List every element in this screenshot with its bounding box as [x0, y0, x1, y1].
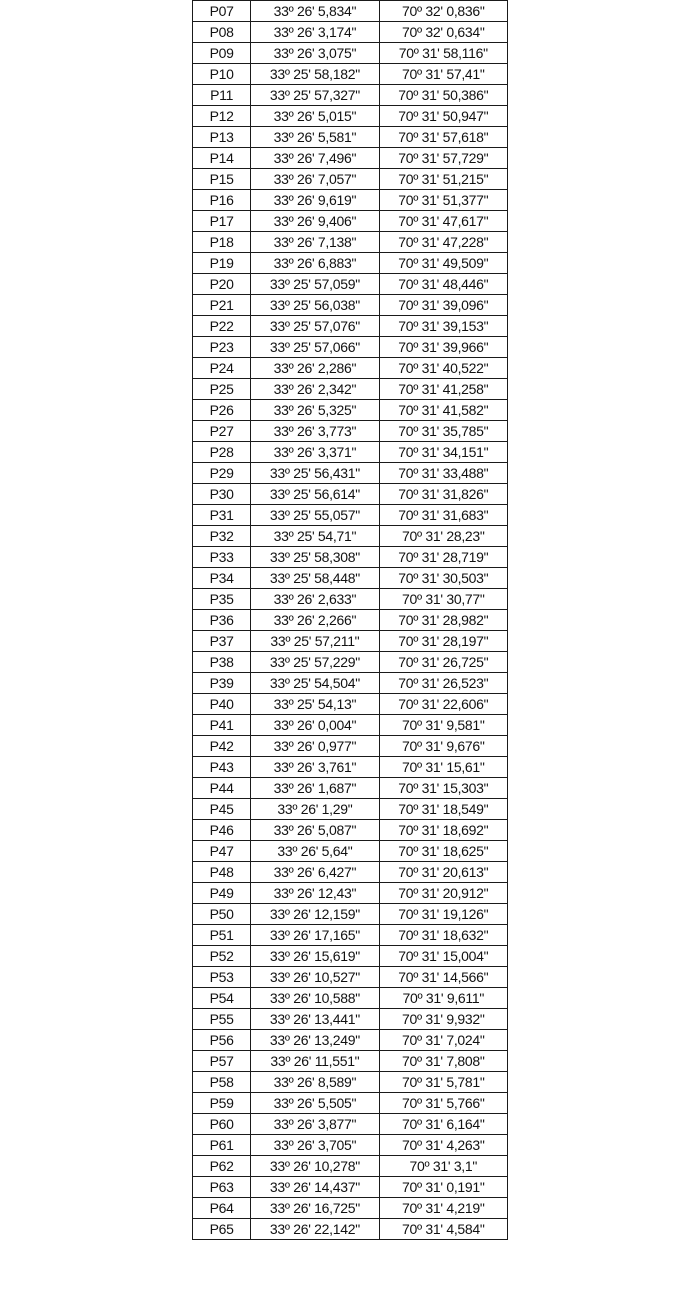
table-row — [193, 610, 508, 631]
table-row — [193, 64, 508, 85]
table-row — [193, 589, 508, 610]
longitude-cell: 70º 31' 19,126" — [379, 904, 507, 925]
latitude-cell: 33º 26' 5,581" — [251, 127, 379, 148]
longitude-cell: 70º 31' 9,676" — [379, 736, 507, 757]
latitude-cell: 33º 26' 1,687" — [251, 778, 379, 799]
latitude-cell: 33º 26' 12,159" — [251, 904, 379, 925]
table-row — [193, 274, 508, 295]
longitude-cell: 70º 31' 58,116" — [379, 43, 507, 64]
latitude-cell: 33º 26' 5,64" — [251, 841, 379, 862]
longitude-cell: 70º 31' 7,808" — [379, 1051, 507, 1072]
point-id-cell: P35 — [193, 589, 251, 610]
point-id-cell: P25 — [193, 379, 251, 400]
point-id-cell: P18 — [193, 232, 251, 253]
table-row — [193, 43, 508, 64]
coordinates-table — [192, 0, 508, 1240]
longitude-cell: 70º 31' 41,258" — [379, 379, 507, 400]
point-id-cell: P20 — [193, 274, 251, 295]
point-id-cell: P13 — [193, 127, 251, 148]
latitude-cell: 33º 25' 56,614" — [251, 484, 379, 505]
latitude-cell: 33º 25' 56,431" — [251, 463, 379, 484]
latitude-cell: 33º 25' 58,182" — [251, 64, 379, 85]
table-row — [193, 526, 508, 547]
table-row — [193, 946, 508, 967]
point-id-cell: P08 — [193, 22, 251, 43]
point-id-cell: P07 — [193, 1, 251, 22]
longitude-cell: 70º 31' 9,932" — [379, 1009, 507, 1030]
latitude-cell: 33º 26' 11,551" — [251, 1051, 379, 1072]
point-id-cell: P52 — [193, 946, 251, 967]
table-row — [193, 1093, 508, 1114]
latitude-cell: 33º 26' 3,174" — [251, 22, 379, 43]
point-id-cell: P29 — [193, 463, 251, 484]
point-id-cell: P42 — [193, 736, 251, 757]
point-id-cell: P63 — [193, 1177, 251, 1198]
point-id-cell: P41 — [193, 715, 251, 736]
table-row — [193, 652, 508, 673]
longitude-cell: 70º 31' 18,549" — [379, 799, 507, 820]
longitude-cell: 70º 31' 33,488" — [379, 463, 507, 484]
point-id-cell: P47 — [193, 841, 251, 862]
table-row — [193, 820, 508, 841]
point-id-cell: P62 — [193, 1156, 251, 1177]
longitude-cell: 70º 31' 4,263" — [379, 1135, 507, 1156]
latitude-cell: 33º 26' 5,015" — [251, 106, 379, 127]
longitude-cell: 70º 31' 30,503" — [379, 568, 507, 589]
longitude-cell: 70º 31' 40,522" — [379, 358, 507, 379]
table-row — [193, 421, 508, 442]
latitude-cell: 33º 26' 22,142" — [251, 1219, 379, 1240]
table-row — [193, 862, 508, 883]
longitude-cell: 70º 31' 31,826" — [379, 484, 507, 505]
longitude-cell: 70º 31' 9,581" — [379, 715, 507, 736]
table-row — [193, 127, 508, 148]
table-row — [193, 169, 508, 190]
latitude-cell: 33º 26' 2,266" — [251, 610, 379, 631]
longitude-cell: 70º 32' 0,634" — [379, 22, 507, 43]
table-row — [193, 484, 508, 505]
longitude-cell: 70º 31' 35,785" — [379, 421, 507, 442]
longitude-cell: 70º 31' 26,523" — [379, 673, 507, 694]
point-id-cell: P17 — [193, 211, 251, 232]
table-row — [193, 379, 508, 400]
point-id-cell: P15 — [193, 169, 251, 190]
latitude-cell: 33º 26' 0,004" — [251, 715, 379, 736]
longitude-cell: 70º 31' 5,781" — [379, 1072, 507, 1093]
longitude-cell: 70º 31' 15,61" — [379, 757, 507, 778]
latitude-cell: 33º 26' 3,705" — [251, 1135, 379, 1156]
table-row — [193, 1072, 508, 1093]
table-row — [193, 505, 508, 526]
table-row — [193, 253, 508, 274]
point-id-cell: P28 — [193, 442, 251, 463]
longitude-cell: 70º 31' 0,191" — [379, 1177, 507, 1198]
point-id-cell: P09 — [193, 43, 251, 64]
longitude-cell: 70º 31' 3,1" — [379, 1156, 507, 1177]
point-id-cell: P45 — [193, 799, 251, 820]
point-id-cell: P12 — [193, 106, 251, 127]
latitude-cell: 33º 26' 9,619" — [251, 190, 379, 211]
table-row — [193, 1051, 508, 1072]
latitude-cell: 33º 25' 56,038" — [251, 295, 379, 316]
point-id-cell: P43 — [193, 757, 251, 778]
longitude-cell: 70º 31' 9,611" — [379, 988, 507, 1009]
latitude-cell: 33º 26' 7,496" — [251, 148, 379, 169]
latitude-cell: 33º 26' 6,427" — [251, 862, 379, 883]
latitude-cell: 33º 25' 57,211" — [251, 631, 379, 652]
table-row — [193, 673, 508, 694]
table-row — [193, 211, 508, 232]
longitude-cell: 70º 31' 57,618" — [379, 127, 507, 148]
table-row — [193, 1009, 508, 1030]
point-id-cell: P57 — [193, 1051, 251, 1072]
longitude-cell: 70º 31' 49,509" — [379, 253, 507, 274]
latitude-cell: 33º 26' 12,43" — [251, 883, 379, 904]
table-row — [193, 1, 508, 22]
latitude-cell: 33º 26' 13,441" — [251, 1009, 379, 1030]
point-id-cell: P54 — [193, 988, 251, 1009]
longitude-cell: 70º 31' 4,219" — [379, 1198, 507, 1219]
point-id-cell: P38 — [193, 652, 251, 673]
latitude-cell: 33º 26' 10,588" — [251, 988, 379, 1009]
table-row — [193, 295, 508, 316]
longitude-cell: 70º 31' 39,966" — [379, 337, 507, 358]
longitude-cell: 70º 31' 47,617" — [379, 211, 507, 232]
point-id-cell: P56 — [193, 1030, 251, 1051]
point-id-cell: P30 — [193, 484, 251, 505]
latitude-cell: 33º 25' 58,308" — [251, 547, 379, 568]
longitude-cell: 70º 31' 57,729" — [379, 148, 507, 169]
longitude-cell: 70º 31' 28,982" — [379, 610, 507, 631]
point-id-cell: P44 — [193, 778, 251, 799]
longitude-cell: 70º 31' 28,23" — [379, 526, 507, 547]
point-id-cell: P60 — [193, 1114, 251, 1135]
point-id-cell: P40 — [193, 694, 251, 715]
latitude-cell: 33º 25' 54,13" — [251, 694, 379, 715]
longitude-cell: 70º 31' 26,725" — [379, 652, 507, 673]
point-id-cell: P26 — [193, 400, 251, 421]
latitude-cell: 33º 26' 3,075" — [251, 43, 379, 64]
point-id-cell: P65 — [193, 1219, 251, 1240]
latitude-cell: 33º 26' 7,138" — [251, 232, 379, 253]
table-row — [193, 736, 508, 757]
longitude-cell: 70º 31' 18,625" — [379, 841, 507, 862]
table-row — [193, 883, 508, 904]
longitude-cell: 70º 31' 50,947" — [379, 106, 507, 127]
latitude-cell: 33º 26' 5,087" — [251, 820, 379, 841]
latitude-cell: 33º 26' 5,505" — [251, 1093, 379, 1114]
point-id-cell: P16 — [193, 190, 251, 211]
table-row — [193, 85, 508, 106]
latitude-cell: 33º 26' 13,249" — [251, 1030, 379, 1051]
latitude-cell: 33º 25' 55,057" — [251, 505, 379, 526]
table-row — [193, 190, 508, 211]
longitude-cell: 70º 31' 15,303" — [379, 778, 507, 799]
longitude-cell: 70º 31' 18,692" — [379, 820, 507, 841]
point-id-cell: P32 — [193, 526, 251, 547]
table-row — [193, 316, 508, 337]
table-row — [193, 106, 508, 127]
longitude-cell: 70º 31' 28,719" — [379, 547, 507, 568]
latitude-cell: 33º 26' 9,406" — [251, 211, 379, 232]
table-row — [193, 1198, 508, 1219]
longitude-cell: 70º 31' 31,683" — [379, 505, 507, 526]
latitude-cell: 33º 25' 57,076" — [251, 316, 379, 337]
latitude-cell: 33º 26' 3,877" — [251, 1114, 379, 1135]
longitude-cell: 70º 31' 20,912" — [379, 883, 507, 904]
latitude-cell: 33º 26' 5,834" — [251, 1, 379, 22]
table-row — [193, 400, 508, 421]
point-id-cell: P50 — [193, 904, 251, 925]
table-row — [193, 631, 508, 652]
latitude-cell: 33º 26' 10,527" — [251, 967, 379, 988]
longitude-cell: 70º 31' 14,566" — [379, 967, 507, 988]
point-id-cell: P21 — [193, 295, 251, 316]
latitude-cell: 33º 26' 16,725" — [251, 1198, 379, 1219]
table-row — [193, 1219, 508, 1240]
longitude-cell: 70º 31' 39,096" — [379, 295, 507, 316]
point-id-cell: P59 — [193, 1093, 251, 1114]
point-id-cell: P34 — [193, 568, 251, 589]
longitude-cell: 70º 31' 51,377" — [379, 190, 507, 211]
point-id-cell: P58 — [193, 1072, 251, 1093]
table-row — [193, 442, 508, 463]
table-row — [193, 22, 508, 43]
latitude-cell: 33º 25' 58,448" — [251, 568, 379, 589]
point-id-cell: P22 — [193, 316, 251, 337]
latitude-cell: 33º 25' 57,059" — [251, 274, 379, 295]
latitude-cell: 33º 25' 54,504" — [251, 673, 379, 694]
table-row — [193, 988, 508, 1009]
longitude-cell: 70º 31' 6,164" — [379, 1114, 507, 1135]
coordinates-table-body — [193, 1, 508, 1240]
longitude-cell: 70º 31' 47,228" — [379, 232, 507, 253]
longitude-cell: 70º 31' 51,215" — [379, 169, 507, 190]
table-row — [193, 568, 508, 589]
point-id-cell: P53 — [193, 967, 251, 988]
point-id-cell: P46 — [193, 820, 251, 841]
longitude-cell: 70º 31' 39,153" — [379, 316, 507, 337]
longitude-cell: 70º 31' 57,41" — [379, 64, 507, 85]
longitude-cell: 70º 31' 34,151" — [379, 442, 507, 463]
latitude-cell: 33º 26' 1,29" — [251, 799, 379, 820]
latitude-cell: 33º 26' 2,286" — [251, 358, 379, 379]
latitude-cell: 33º 26' 6,883" — [251, 253, 379, 274]
point-id-cell: P37 — [193, 631, 251, 652]
latitude-cell: 33º 26' 3,761" — [251, 757, 379, 778]
latitude-cell: 33º 26' 0,977" — [251, 736, 379, 757]
table-row — [193, 1177, 508, 1198]
point-id-cell: P31 — [193, 505, 251, 526]
table-row — [193, 967, 508, 988]
latitude-cell: 33º 26' 5,325" — [251, 400, 379, 421]
longitude-cell: 70º 31' 18,632" — [379, 925, 507, 946]
table-row — [193, 715, 508, 736]
table-row — [193, 841, 508, 862]
table-row — [193, 694, 508, 715]
point-id-cell: P48 — [193, 862, 251, 883]
table-row — [193, 148, 508, 169]
table-row — [193, 463, 508, 484]
point-id-cell: P36 — [193, 610, 251, 631]
point-id-cell: P19 — [193, 253, 251, 274]
point-id-cell: P55 — [193, 1009, 251, 1030]
longitude-cell: 70º 31' 28,197" — [379, 631, 507, 652]
latitude-cell: 33º 26' 7,057" — [251, 169, 379, 190]
latitude-cell: 33º 26' 15,619" — [251, 946, 379, 967]
longitude-cell: 70º 31' 50,386" — [379, 85, 507, 106]
longitude-cell: 70º 32' 0,836" — [379, 1, 507, 22]
longitude-cell: 70º 31' 30,77" — [379, 589, 507, 610]
point-id-cell: P64 — [193, 1198, 251, 1219]
table-row — [193, 1114, 508, 1135]
latitude-cell: 33º 26' 3,773" — [251, 421, 379, 442]
latitude-cell: 33º 25' 54,71" — [251, 526, 379, 547]
point-id-cell: P39 — [193, 673, 251, 694]
table-row — [193, 547, 508, 568]
longitude-cell: 70º 31' 4,584" — [379, 1219, 507, 1240]
latitude-cell: 33º 26' 10,278" — [251, 1156, 379, 1177]
point-id-cell: P14 — [193, 148, 251, 169]
longitude-cell: 70º 31' 41,582" — [379, 400, 507, 421]
longitude-cell: 70º 31' 22,606" — [379, 694, 507, 715]
latitude-cell: 33º 25' 57,327" — [251, 85, 379, 106]
point-id-cell: P23 — [193, 337, 251, 358]
table-row — [193, 757, 508, 778]
point-id-cell: P51 — [193, 925, 251, 946]
longitude-cell: 70º 31' 20,613" — [379, 862, 507, 883]
latitude-cell: 33º 26' 8,589" — [251, 1072, 379, 1093]
latitude-cell: 33º 26' 14,437" — [251, 1177, 379, 1198]
point-id-cell: P24 — [193, 358, 251, 379]
table-row — [193, 1135, 508, 1156]
table-row — [193, 925, 508, 946]
table-row — [193, 232, 508, 253]
table-row — [193, 778, 508, 799]
table-row — [193, 1030, 508, 1051]
table-row — [193, 1156, 508, 1177]
longitude-cell: 70º 31' 48,446" — [379, 274, 507, 295]
latitude-cell: 33º 26' 2,633" — [251, 589, 379, 610]
latitude-cell: 33º 26' 17,165" — [251, 925, 379, 946]
point-id-cell: P33 — [193, 547, 251, 568]
table-row — [193, 904, 508, 925]
point-id-cell: P61 — [193, 1135, 251, 1156]
longitude-cell: 70º 31' 5,766" — [379, 1093, 507, 1114]
latitude-cell: 33º 26' 3,371" — [251, 442, 379, 463]
longitude-cell: 70º 31' 15,004" — [379, 946, 507, 967]
longitude-cell: 70º 31' 7,024" — [379, 1030, 507, 1051]
table-row — [193, 799, 508, 820]
point-id-cell: P11 — [193, 85, 251, 106]
latitude-cell: 33º 25' 57,229" — [251, 652, 379, 673]
point-id-cell: P10 — [193, 64, 251, 85]
latitude-cell: 33º 25' 57,066" — [251, 337, 379, 358]
table-row — [193, 337, 508, 358]
table-row — [193, 358, 508, 379]
latitude-cell: 33º 26' 2,342" — [251, 379, 379, 400]
point-id-cell: P27 — [193, 421, 251, 442]
point-id-cell: P49 — [193, 883, 251, 904]
